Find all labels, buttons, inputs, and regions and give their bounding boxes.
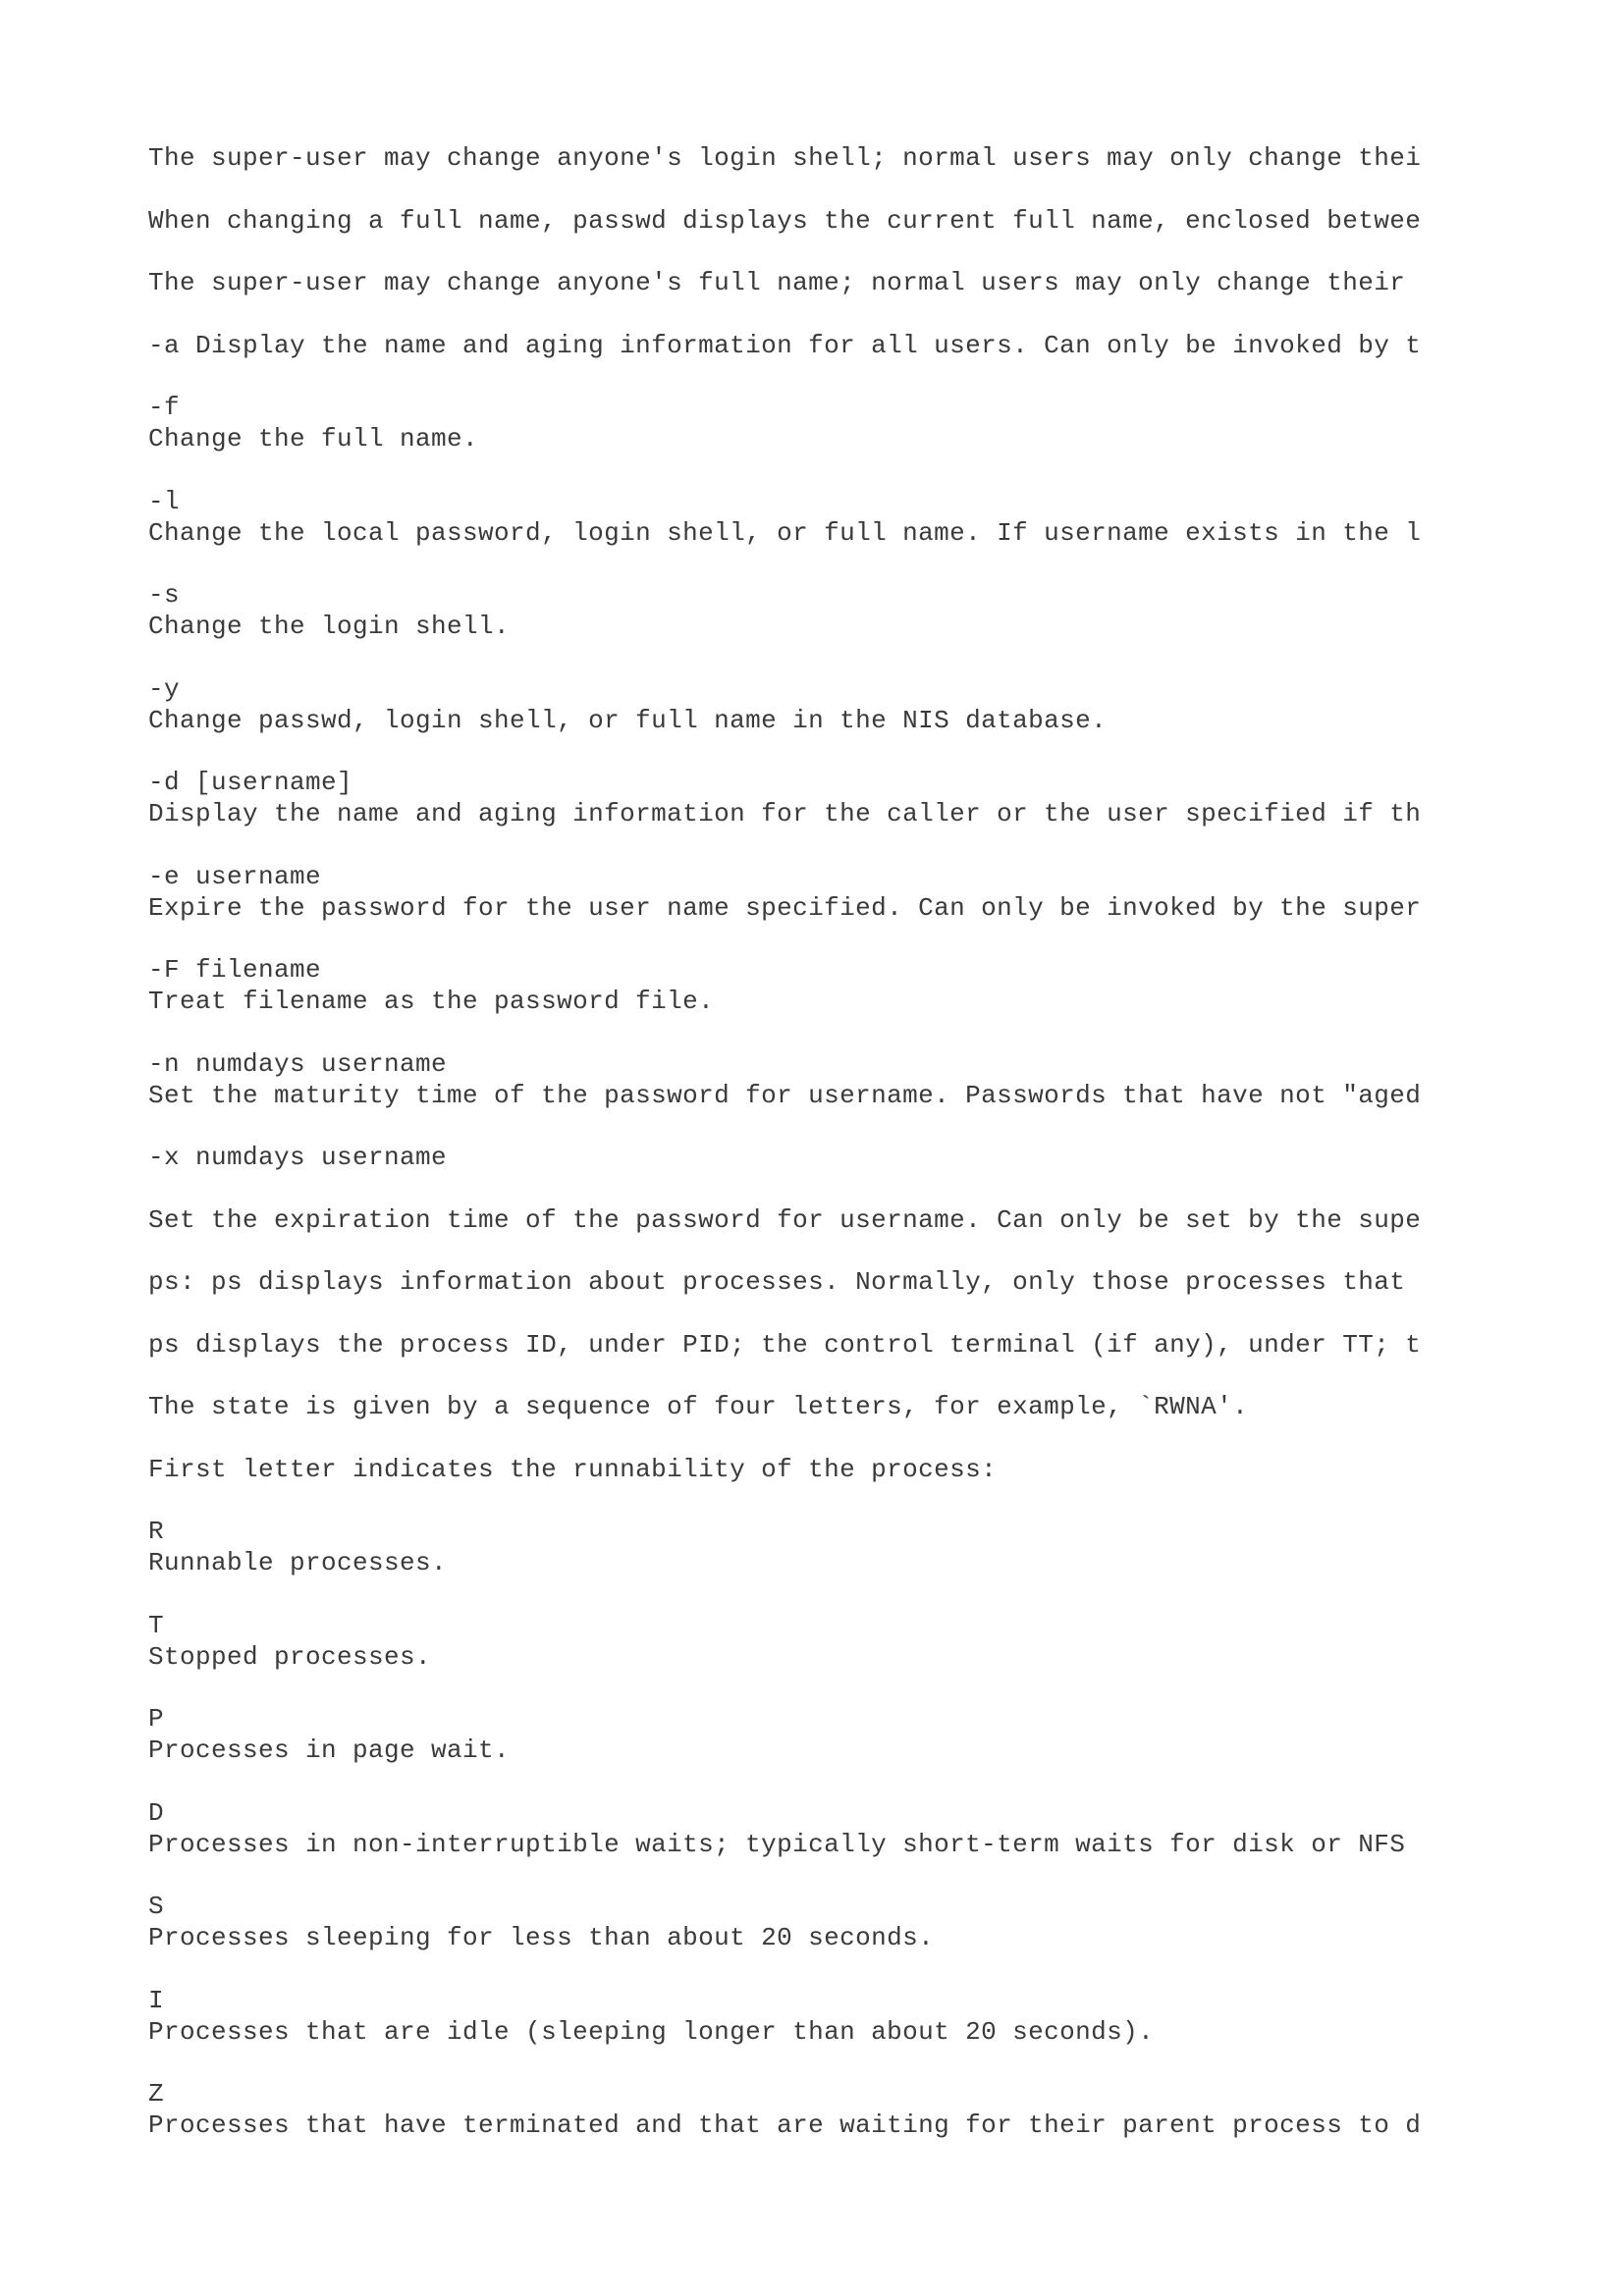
blank-line: [148, 2048, 1484, 2079]
text-line: Change passwd, login shell, or full name in the NIS database.: [148, 705, 1108, 735]
text-line: Processes that have terminated and that are waiting for their parent process to d: [148, 2110, 1422, 2140]
text-line: ps: ps displays information about processes. Normally, only those processes that: [148, 1267, 1406, 1297]
text-line: Processes in page wait.: [148, 1735, 511, 1765]
text-line: Display the name and aging information for the caller or the user specified if th: [148, 799, 1422, 828]
text-line: First letter indicates the runnability of the process:: [148, 1454, 998, 1484]
text-line: -y: [148, 673, 181, 704]
text-line: Processes sleeping for less than about 20 seconds.: [148, 1923, 935, 1952]
document-page: [148, 142, 1484, 2141]
text-line: -e username: [148, 861, 322, 891]
blank-line: [148, 549, 1484, 580]
blank-line: [148, 237, 1484, 268]
blank-line: [148, 454, 1484, 486]
text-line: Change the login shell.: [148, 612, 511, 641]
text-line: -l: [148, 486, 181, 516]
text-line: The super-user may change anyone's full name; normal users may only change their: [148, 268, 1406, 297]
blank-line: [148, 924, 1484, 955]
blank-line: [148, 1766, 1484, 1797]
blank-line: [148, 1111, 1484, 1143]
text-line: Runnable processes.: [148, 1548, 448, 1577]
blank-line: [148, 1298, 1484, 1329]
text-line: D: [148, 1797, 165, 1828]
text-line: R: [148, 1517, 165, 1546]
text-line: Stopped processes.: [148, 1641, 432, 1672]
text-line: Set the maturity time of the password for username. Passwords that have not "aged: [148, 1080, 1422, 1110]
text-line: Z: [148, 2079, 165, 2109]
text-line: -d [username]: [148, 768, 353, 797]
blank-line: [148, 1422, 1484, 1454]
text-line: T: [148, 1610, 165, 1640]
blank-line: [148, 361, 1484, 393]
text-line: -n numdays username: [148, 1048, 448, 1079]
text-line: When changing a full name, passwd displays the current full name, enclosed betwee: [148, 205, 1422, 236]
blank-line: [148, 1173, 1484, 1204]
text-line: Set the expiration time of the password for username. Can only be set by the supe: [148, 1204, 1422, 1235]
text-line: Change the local password, login shell, or full name. If username exists in the l: [148, 517, 1422, 548]
blank-line: [148, 298, 1484, 330]
text-line: ps displays the process ID, under PID; the control terminal (if any), under TT; t: [148, 1329, 1422, 1360]
blank-line: [148, 1673, 1484, 1704]
blank-line: [148, 174, 1484, 205]
text-line: -a Display the name and aging information for all users. Can only be invoked by t: [148, 330, 1422, 360]
blank-line: [148, 1236, 1484, 1267]
blank-line: [148, 736, 1484, 768]
text-line: The super-user may change anyone's login shell; normal users may only change thei: [148, 143, 1422, 173]
blank-line: [148, 1361, 1484, 1392]
text-line: -x numdays username: [148, 1143, 448, 1172]
text-line: Change the full name.: [148, 424, 479, 454]
text-line: Expire the password for the user name specified. Can only be invoked by the super: [148, 892, 1422, 923]
text-line: -f: [148, 393, 181, 422]
text-line: -s: [148, 580, 181, 610]
text-line: The state is given by a sequence of four letters, for example, `RWNA'.: [148, 1392, 1249, 1421]
text-line: S: [148, 1892, 165, 1921]
text-line: Treat filename as the password file.: [148, 987, 715, 1016]
blank-line: [148, 829, 1484, 861]
blank-line: [148, 1860, 1484, 1892]
blank-line: [148, 1578, 1484, 1610]
blank-line: [148, 642, 1484, 673]
blank-line: [148, 1485, 1484, 1517]
blank-line: [148, 1953, 1484, 1985]
text-line: Processes in non-interruptible waits; typically short-term waits for disk or NFS: [148, 1829, 1406, 1859]
text-line: I: [148, 1985, 165, 2015]
text-line: P: [148, 1704, 165, 1734]
text-line: Processes that are idle (sleeping longer than about 20 seconds).: [148, 2016, 1155, 2047]
text-line: -F filename: [148, 955, 322, 985]
blank-line: [148, 1017, 1484, 1048]
